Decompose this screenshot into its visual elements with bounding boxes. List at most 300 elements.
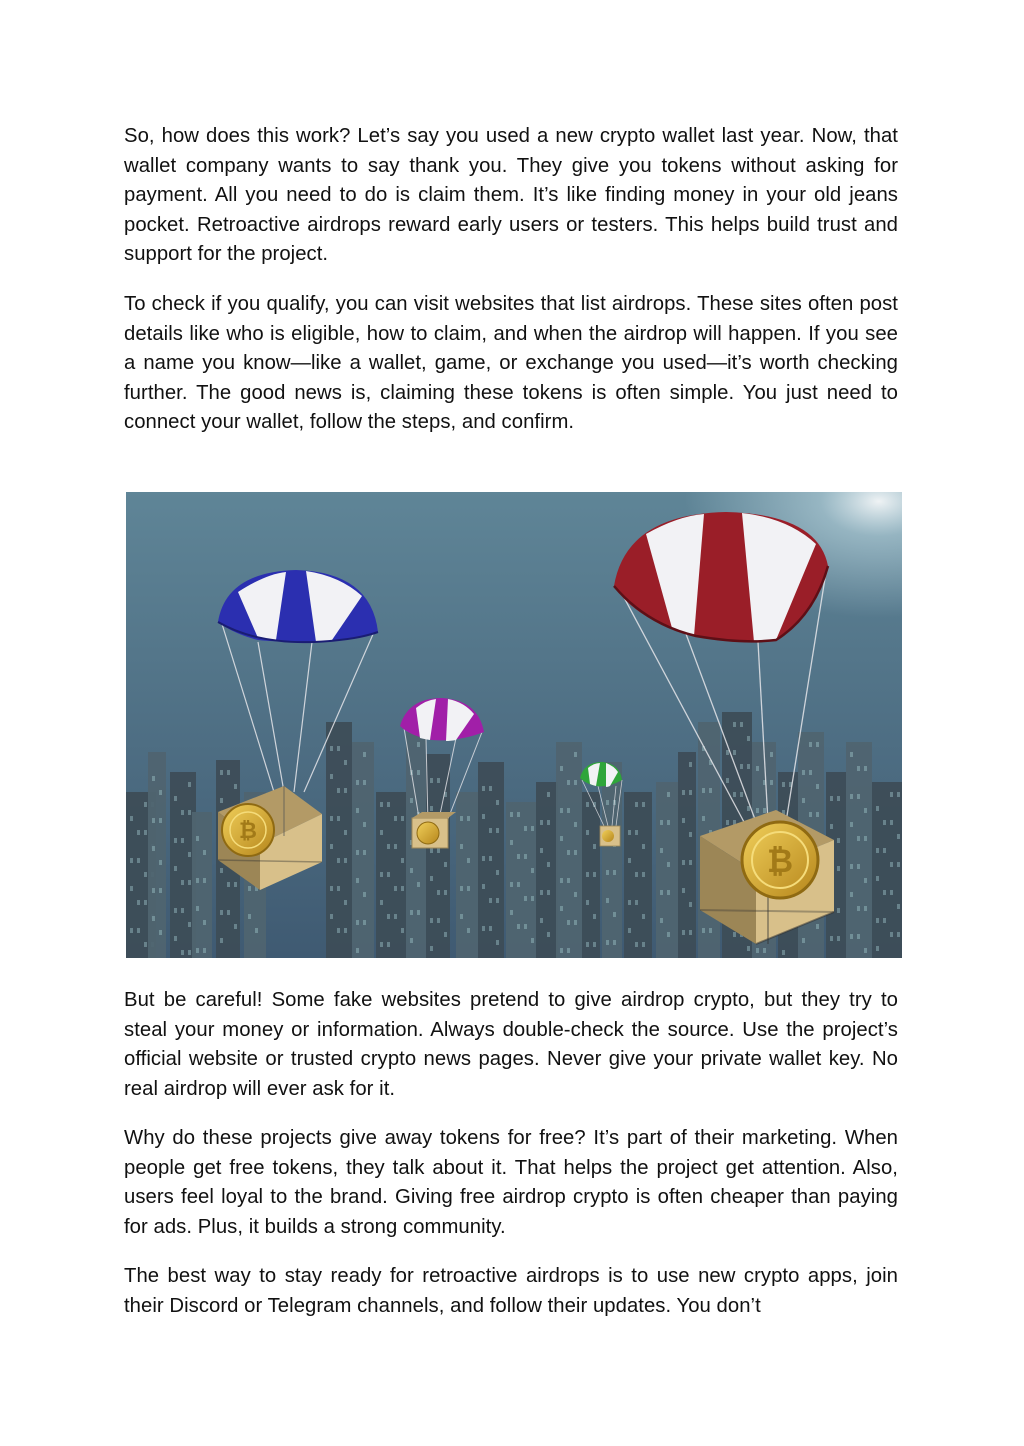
building-window — [517, 882, 520, 887]
building-window — [726, 750, 729, 755]
building-window — [540, 918, 543, 923]
paragraph-stay-ready: The best way to stay ready for retroactive airdrops is to use new crypto apps, join their Discord or Telegram channels, and follow their updates. You don’t — [124, 1265, 898, 1317]
building-window — [430, 806, 433, 811]
building-window — [660, 820, 663, 825]
building-window — [174, 866, 177, 871]
building-window — [410, 938, 413, 943]
building-window — [337, 928, 340, 933]
building-window — [410, 798, 413, 803]
building-window — [220, 798, 223, 803]
building-window — [890, 792, 893, 797]
building-window — [482, 884, 485, 889]
building-window — [574, 822, 577, 827]
building-window — [330, 774, 333, 779]
building-window — [890, 932, 893, 937]
building-window — [560, 878, 563, 883]
building-window — [130, 886, 133, 891]
building-window — [356, 780, 359, 785]
building-window — [574, 780, 577, 785]
building-window — [188, 922, 191, 927]
building-window — [837, 936, 840, 941]
building-window — [586, 830, 589, 835]
building-window — [586, 942, 589, 947]
skyline-building — [678, 752, 696, 958]
building-window — [770, 780, 773, 785]
building-window — [635, 830, 638, 835]
building-window — [689, 762, 692, 767]
building-window — [642, 844, 645, 849]
building-window — [196, 878, 199, 883]
building-window — [444, 862, 447, 867]
building-window — [726, 778, 729, 783]
building-window — [816, 812, 819, 817]
building-window — [152, 776, 155, 781]
building-window — [489, 786, 492, 791]
building-window — [850, 892, 853, 897]
building-window — [344, 928, 347, 933]
building-window — [560, 808, 563, 813]
building-window — [702, 788, 705, 793]
skyline-building — [582, 792, 600, 958]
building-window — [356, 948, 359, 953]
building-window — [547, 862, 550, 867]
building-window — [467, 928, 470, 933]
paragraph-be-careful: But be careful! Some fake websites pretend to give airdrop crypto, but they try to steal your money or information. Always double-check the source. Use the project’s official website or trusted crypto news pages. Never give your private wallet key. No real airdrop will ever ask for it. — [124, 989, 898, 1100]
building-window — [747, 764, 750, 769]
building-window — [593, 844, 596, 849]
building-window — [613, 912, 616, 917]
building-window — [137, 900, 140, 905]
building-window — [802, 770, 805, 775]
building-window — [460, 816, 463, 821]
building-window — [344, 760, 347, 765]
building-window — [642, 802, 645, 807]
building-window — [864, 766, 867, 771]
building-window — [460, 914, 463, 919]
building-window — [667, 932, 670, 937]
building-window — [430, 876, 433, 881]
building-window — [709, 928, 712, 933]
building-window — [733, 750, 736, 755]
building-window — [763, 948, 766, 953]
building-window — [782, 782, 785, 787]
building-window — [144, 900, 147, 905]
building-window — [883, 820, 886, 825]
building-window — [560, 906, 563, 911]
building-window — [417, 910, 420, 915]
building-window — [188, 810, 191, 815]
building-window — [460, 844, 463, 849]
building-window — [401, 928, 404, 933]
building-window — [380, 802, 383, 807]
building-window — [733, 792, 736, 797]
building-window — [540, 848, 543, 853]
building-window — [467, 858, 470, 863]
building-window — [547, 890, 550, 895]
building-window — [850, 934, 853, 939]
building-window — [574, 920, 577, 925]
building-window — [864, 808, 867, 813]
building-window — [740, 722, 743, 727]
building-window — [227, 882, 230, 887]
building-window — [489, 856, 492, 861]
building-window — [883, 848, 886, 853]
building-window — [181, 950, 184, 955]
building-window — [159, 930, 162, 935]
building-window — [876, 806, 879, 811]
building-window — [782, 950, 785, 955]
building-window — [394, 886, 397, 891]
building-window — [410, 868, 413, 873]
building-window — [540, 890, 543, 895]
building-window — [642, 872, 645, 877]
building-window — [567, 850, 570, 855]
building-window — [181, 810, 184, 815]
building-window — [660, 848, 663, 853]
building-window — [510, 812, 513, 817]
building-window — [857, 934, 860, 939]
building-window — [380, 942, 383, 947]
building-window — [203, 920, 206, 925]
building-window — [864, 906, 867, 911]
building-window — [567, 878, 570, 883]
svg-text:₿: ₿ — [239, 819, 257, 844]
building-window — [227, 910, 230, 915]
building-window — [159, 888, 162, 893]
building-window — [174, 796, 177, 801]
building-window — [883, 890, 886, 895]
paragraph-why-free: Why do these projects give away tokens for free? It’s part of their marketing. When people get free tokens, they talk about it. That helps the project get attention. Also, users feel loyal to the brand. Giving free airdrop crypto is often cheaper than paying for ads. Plus, it builds a strong community. — [124, 1127, 898, 1238]
building-window — [524, 854, 527, 859]
building-window — [837, 908, 840, 913]
building-window — [203, 948, 206, 953]
building-window — [363, 850, 366, 855]
building-window — [387, 914, 390, 919]
building-window — [363, 780, 366, 785]
building-window — [356, 808, 359, 813]
building-window — [756, 948, 759, 953]
building-window — [363, 822, 366, 827]
building-window — [203, 850, 206, 855]
building-window — [531, 868, 534, 873]
building-window — [635, 942, 638, 947]
building-window — [802, 938, 805, 943]
building-window — [144, 802, 147, 807]
building-window — [667, 820, 670, 825]
building-window — [756, 766, 759, 771]
building-window — [524, 826, 527, 831]
building-window — [628, 858, 631, 863]
building-window — [489, 926, 492, 931]
building-window — [387, 942, 390, 947]
building-window — [130, 928, 133, 933]
building-window — [593, 914, 596, 919]
building-window — [482, 856, 485, 861]
building-window — [387, 872, 390, 877]
building-window — [159, 790, 162, 795]
building-window — [248, 914, 251, 919]
building-window — [763, 808, 766, 813]
building-window — [496, 940, 499, 945]
airdrop-illustration — [126, 492, 902, 958]
building-window — [203, 878, 206, 883]
building-window — [816, 924, 819, 929]
skyline-building — [656, 782, 678, 958]
building-window — [196, 836, 199, 841]
building-window — [876, 848, 879, 853]
building-window — [430, 946, 433, 951]
building-window — [837, 796, 840, 801]
building-window — [144, 830, 147, 835]
building-window — [363, 892, 366, 897]
building-window — [356, 850, 359, 855]
building-window — [606, 800, 609, 805]
building-window — [660, 918, 663, 923]
building-window — [363, 920, 366, 925]
building-window — [642, 942, 645, 947]
building-window — [430, 778, 433, 783]
building-window — [682, 818, 685, 823]
building-window — [380, 872, 383, 877]
building-window — [850, 822, 853, 827]
building-window — [628, 928, 631, 933]
building-window — [337, 858, 340, 863]
building-window — [574, 892, 577, 897]
building-window — [437, 918, 440, 923]
building-window — [496, 898, 499, 903]
building-window — [489, 828, 492, 833]
skyline-building — [192, 812, 212, 958]
building-window — [510, 910, 513, 915]
building-window — [702, 816, 705, 821]
building-window — [890, 890, 893, 895]
building-window — [809, 812, 812, 817]
building-window — [159, 818, 162, 823]
building-window — [510, 882, 513, 887]
building-window — [196, 906, 199, 911]
building-window — [387, 844, 390, 849]
building-window — [496, 828, 499, 833]
building-window — [144, 942, 147, 947]
building-window — [606, 940, 609, 945]
building-window — [531, 896, 534, 901]
building-window — [560, 836, 563, 841]
building-window — [356, 920, 359, 925]
building-window — [733, 932, 736, 937]
building-window — [330, 844, 333, 849]
building-window — [337, 816, 340, 821]
building-window — [220, 910, 223, 915]
building-window — [897, 862, 900, 867]
building-window — [344, 788, 347, 793]
building-window — [188, 950, 191, 955]
building-window — [227, 770, 230, 775]
building-window — [330, 886, 333, 891]
skyline-building — [506, 802, 536, 958]
building-window — [574, 850, 577, 855]
building-window — [628, 900, 631, 905]
building-window — [437, 778, 440, 783]
building-window — [586, 802, 589, 807]
building-window — [682, 790, 685, 795]
building-window — [726, 820, 729, 825]
building-window — [740, 764, 743, 769]
building-window — [137, 928, 140, 933]
building-window — [188, 852, 191, 857]
building-window — [876, 918, 879, 923]
building-window — [567, 920, 570, 925]
building-window — [667, 890, 670, 895]
building-window — [394, 844, 397, 849]
building-window — [234, 924, 237, 929]
building-window — [642, 914, 645, 919]
building-window — [531, 938, 534, 943]
building-window — [635, 872, 638, 877]
building-window — [606, 898, 609, 903]
building-window — [196, 948, 199, 953]
building-window — [740, 792, 743, 797]
building-window — [689, 930, 692, 935]
building-window — [864, 948, 867, 953]
building-window — [496, 870, 499, 875]
building-window — [234, 882, 237, 887]
building-window — [220, 938, 223, 943]
building-window — [152, 846, 155, 851]
building-window — [531, 826, 534, 831]
building-window — [489, 898, 492, 903]
building-window — [130, 816, 133, 821]
building-window — [830, 796, 833, 801]
building-window — [482, 814, 485, 819]
building-window — [857, 906, 860, 911]
building-window — [174, 936, 177, 941]
building-window — [130, 858, 133, 863]
building-window — [380, 830, 383, 835]
building-window — [248, 886, 251, 891]
building-window — [394, 914, 397, 919]
building-window — [689, 902, 692, 907]
building-window — [682, 888, 685, 893]
building-window — [467, 886, 470, 891]
building-window — [540, 820, 543, 825]
building-window — [857, 766, 860, 771]
building-window — [430, 918, 433, 923]
building-window — [635, 900, 638, 905]
building-window — [709, 788, 712, 793]
building-window — [689, 832, 692, 837]
building-window — [152, 818, 155, 823]
building-window — [394, 816, 397, 821]
building-window — [770, 752, 773, 757]
building-window — [417, 770, 420, 775]
building-window — [482, 926, 485, 931]
building-window — [593, 872, 596, 877]
building-window — [606, 870, 609, 875]
building-window — [188, 880, 191, 885]
building-window — [809, 770, 812, 775]
building-window — [635, 802, 638, 807]
svg-text:₿: ₿ — [766, 842, 794, 880]
building-window — [890, 820, 893, 825]
building-window — [444, 890, 447, 895]
building-window — [387, 802, 390, 807]
building-window — [816, 784, 819, 789]
building-window — [830, 824, 833, 829]
building-window — [344, 858, 347, 863]
building-window — [747, 736, 750, 741]
building-window — [864, 836, 867, 841]
skyline-building — [148, 752, 166, 958]
building-window — [802, 798, 805, 803]
building-window — [567, 808, 570, 813]
building-window — [174, 838, 177, 843]
building-window — [850, 794, 853, 799]
building-window — [330, 914, 333, 919]
building-window — [857, 864, 860, 869]
building-window — [747, 946, 750, 951]
building-window — [380, 900, 383, 905]
building-window — [363, 752, 366, 757]
building-window — [234, 784, 237, 789]
building-window — [733, 722, 736, 727]
building-window — [897, 932, 900, 937]
building-window — [137, 858, 140, 863]
building-window — [682, 930, 685, 935]
building-window — [337, 746, 340, 751]
building-window — [850, 752, 853, 757]
building-window — [517, 812, 520, 817]
building-window — [837, 866, 840, 871]
building-window — [517, 924, 520, 929]
building-window — [255, 928, 258, 933]
building-window — [430, 848, 433, 853]
building-window — [660, 890, 663, 895]
building-window — [547, 820, 550, 825]
building-window — [864, 878, 867, 883]
building-window — [401, 816, 404, 821]
building-window — [437, 890, 440, 895]
building-window — [524, 924, 527, 929]
building-window — [330, 746, 333, 751]
building-window — [344, 830, 347, 835]
building-window — [586, 900, 589, 905]
building-window — [401, 858, 404, 863]
skyline-building — [536, 782, 558, 958]
paragraph-how-it-works: So, how does this work? Let’s say you used a new crypto wallet last year. Now, that wallet company wants to say thank you. They give you tokens without asking for payment. All you need to do is claim them. It’s like finding money in your old jeans pocket. Retroactive airdrops reward early users or testers. This helps build trust and support for the project. — [124, 125, 898, 266]
building-window — [682, 860, 685, 865]
building-window — [876, 946, 879, 951]
building-window — [174, 908, 177, 913]
building-window — [883, 918, 886, 923]
building-window — [181, 838, 184, 843]
building-window — [830, 936, 833, 941]
paragraph-check-qualify: To check if you qualify, you can visit websites that list airdrops. These sites often post details like who is eligible, how to claim, and when the airdrop will happen. If you see a name you know—like a wallet, game, or exchange you used—it’s worth checking further. The good news is, claiming these tokens is often simple. You just need to connect your wallet, follow the steps, and confirm. — [124, 293, 898, 434]
building-window — [152, 888, 155, 893]
building-window — [857, 794, 860, 799]
building-window — [144, 872, 147, 877]
skyline-building — [602, 762, 622, 958]
building-window — [181, 908, 184, 913]
building-window — [667, 792, 670, 797]
skyline-building — [846, 742, 872, 958]
building-window — [330, 816, 333, 821]
building-window — [356, 878, 359, 883]
building-window — [467, 816, 470, 821]
building-window — [344, 900, 347, 905]
building-window — [181, 880, 184, 885]
building-window — [850, 864, 853, 869]
building-window — [410, 910, 413, 915]
